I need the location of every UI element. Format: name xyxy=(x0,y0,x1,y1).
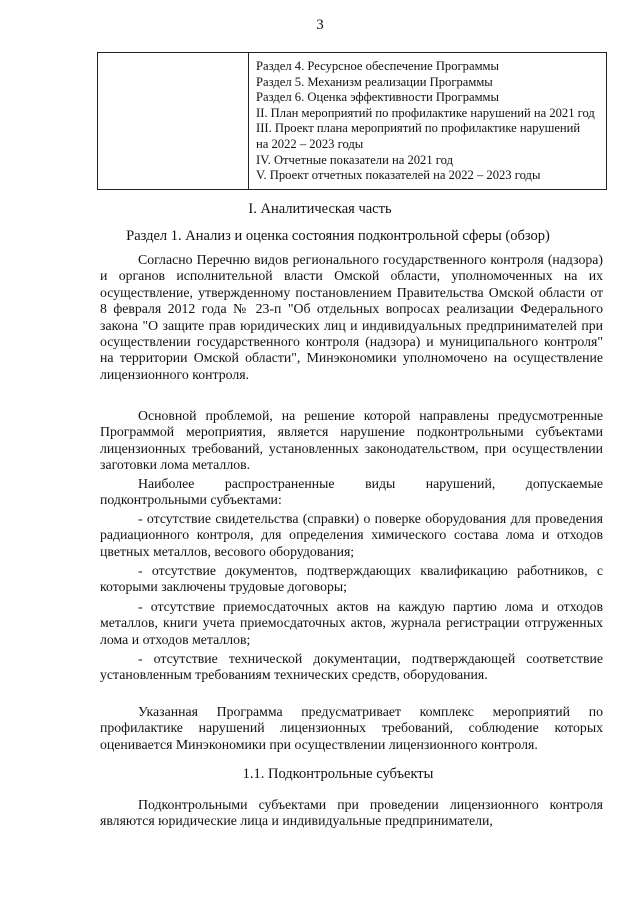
list-item: - отсутствие документов, подтверждающих квалификацию работников, с которыми заключены трудовые договоры; xyxy=(100,563,603,595)
toc-item: IV. Отчетные показатели на 2021 год xyxy=(256,152,453,167)
toc-item: V. Проект отчетных показателей на 2022 – 2023 годы xyxy=(256,168,541,183)
list-item: - отсутствие приемосдаточных актов на каждую партию лома и отходов металлов, книги учета приемосдаточных актов, журнала регистрации отгруженных лома и отходов металлов; xyxy=(100,599,603,647)
toc-item: II. План мероприятий по профилактике нарушений на 2021 год xyxy=(256,105,595,120)
paragraph: Согласно Перечню видов регионального государственного контроля (надзора) и органов исполнительной власти Омской области, уполномоченных на их осуществление, утвержденному постановлением Правительства Омской области от 8 февраля 2012 года № 23-п "Об отдельных вопросах реализации Федерального закона "О защите прав юридических лиц и индивидуальных предпринимателей при осуществлении государственного контроля (надзора) и муниципального контроля" на территории Омской области", Минэкономики уполномочено на осуществление лицензионного контроля. xyxy=(100,252,603,382)
paragraph: Наиболее распространенные виды нарушений, допускаемые подконтрольными субъектами: xyxy=(100,476,603,508)
section-title: Раздел 1. Анализ и оценка состояния подконтрольной сферы (обзор) xyxy=(126,228,550,244)
contents-table-left-cell xyxy=(98,53,249,189)
paragraph: Основной проблемой, на решение которой направлены предусмотренные Программой мероприятия, является нарушение подконтрольными субъектами лицензионных требований, установленных законодательством, при осуществлении заготовки лома металлов. xyxy=(100,408,603,473)
subsection-title: 1.1. Подконтрольные субъекты xyxy=(242,766,434,782)
toc-item: Раздел 4. Ресурсное обеспечение Программы xyxy=(256,59,499,73)
list-item: - отсутствие свидетельства (справки) о поверке оборудования для проведения радиационного контроля, для определения химического состава лома и отходов цветных металлов, весового оборудования; xyxy=(100,511,603,559)
paragraph: Указанная Программа предусматривает комплекс мероприятий по профилактике нарушений лицензионных требований, соблюдение которых оценивается Минэкономики при осуществлении лицензионного контроля. xyxy=(100,704,603,752)
contents-table xyxy=(97,52,607,190)
contents-table-right-cell xyxy=(256,59,606,184)
toc-item: Раздел 6. Оценка эффективности Программы xyxy=(256,90,499,105)
toc-item: Раздел 5. Механизм реализации Программы xyxy=(256,74,493,89)
toc-item: III. Проект плана мероприятий по профилактике нарушений xyxy=(256,121,581,136)
toc-item: на 2022 – 2023 годы xyxy=(256,136,364,151)
page-number: 3 xyxy=(316,17,324,33)
list-item: - отсутствие технической документации, подтверждающей соответствие установленным требованиям технических средств, оборудования. xyxy=(100,651,603,683)
paragraph: Подконтрольными субъектами при проведении лицензионного контроля являются юридические лица и индивидуальные предприниматели, xyxy=(100,797,603,829)
part-title: I. Аналитическая часть xyxy=(248,201,392,217)
